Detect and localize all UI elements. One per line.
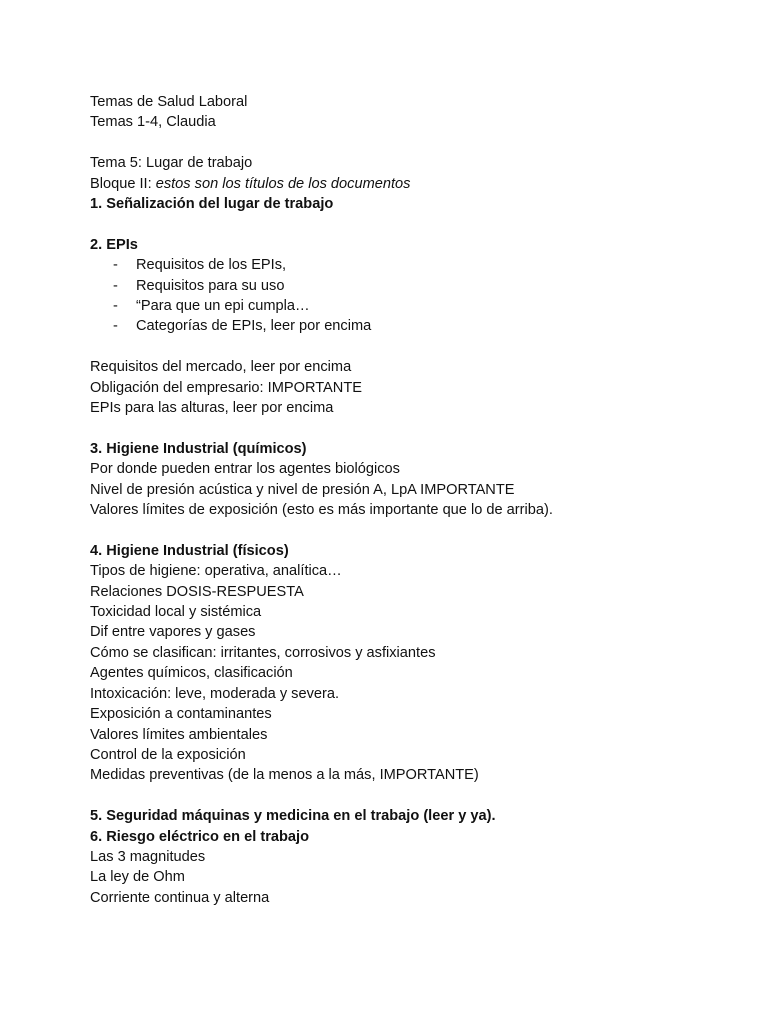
section-3-heading: 3. Higiene Industrial (químicos) [90,440,307,457]
text-line: Intoxicación: leve, moderada y severa. [90,685,340,702]
section-4-heading: 4. Higiene Industrial (físicos) [90,542,289,559]
section-1-heading: 1. Señalización del lugar de trabajo [90,196,334,213]
bloque-italic-note: estos son los títulos de los documentos [155,175,411,192]
text-line: Las 3 magnitudes [90,848,206,865]
bullet-dash: - [113,298,118,315]
text-line: Tipos de higiene: operativa, analítica… [90,563,342,580]
section-6-heading: 6. Riesgo eléctrico en el trabajo [90,828,309,845]
text-line: La ley de Ohm [90,869,185,886]
document-page [90,92,730,908]
section-2-bullet-list [90,255,730,337]
text-line: Dif entre vapores y gases [90,624,256,641]
text-line: Por donde pueden entrar los agentes biológicos [90,461,400,478]
bullet-dash: - [113,318,118,335]
list-item-text: Requisitos de los EPIs, [136,257,287,274]
text-line: Cómo se clasifican: irritantes, corrosivos y asfixiantes [90,644,436,661]
bloque-line [90,174,730,194]
section-5-heading: 5. Seguridad máquinas y medicina en el trabajo (leer y ya). [90,808,496,825]
section-2-heading: 2. EPIs [90,236,138,253]
bullet-dash: - [113,277,118,294]
text-line: EPIs para las alturas, leer por encima [90,400,334,417]
list-item-text: “Para que un epi cumpla… [136,298,310,315]
text-line: Nivel de presión acústica y nivel de presión A, LpA IMPORTANTE [90,481,515,498]
spacer [90,520,730,540]
text-line: Relaciones DOSIS-RESPUESTA [90,583,304,600]
list-item [90,316,730,336]
spacer [90,418,730,438]
bullet-dash: - [113,257,118,274]
text-line: Corriente continua y alterna [90,889,270,906]
spacer [90,337,730,357]
document-title: Temas de Salud Laboral [90,94,248,110]
text-line: Valores límites ambientales [90,726,268,743]
list-item-text: Categorías de EPIs, leer por encima [136,318,372,335]
list-item [90,296,730,316]
spacer [90,214,730,234]
text-line: Agentes químicos, clasificación [90,665,293,682]
list-item-text: Requisitos para su uso [136,277,285,294]
text-line: Exposición a contaminantes [90,706,272,723]
tema5-title: Tema 5: Lugar de trabajo [90,155,253,172]
bloque-prefix: Bloque II: [90,175,156,192]
document-subtitle: Temas 1-4, Claudia [90,114,216,131]
text-line: Toxicidad local y sistémica [90,604,262,621]
text-line: Medidas preventivas (de la menos a la más, IMPORTANTE) [90,767,479,784]
list-item [90,276,730,296]
text-line: Valores límites de exposición (esto es más importante que lo de arriba). [90,502,553,519]
list-item [90,255,730,275]
spacer [90,786,730,806]
spacer [90,133,730,153]
text-line: Obligación del empresario: IMPORTANTE [90,379,362,396]
text-line: Control de la exposición [90,746,246,763]
text-line: Requisitos del mercado, leer por encima [90,359,352,376]
